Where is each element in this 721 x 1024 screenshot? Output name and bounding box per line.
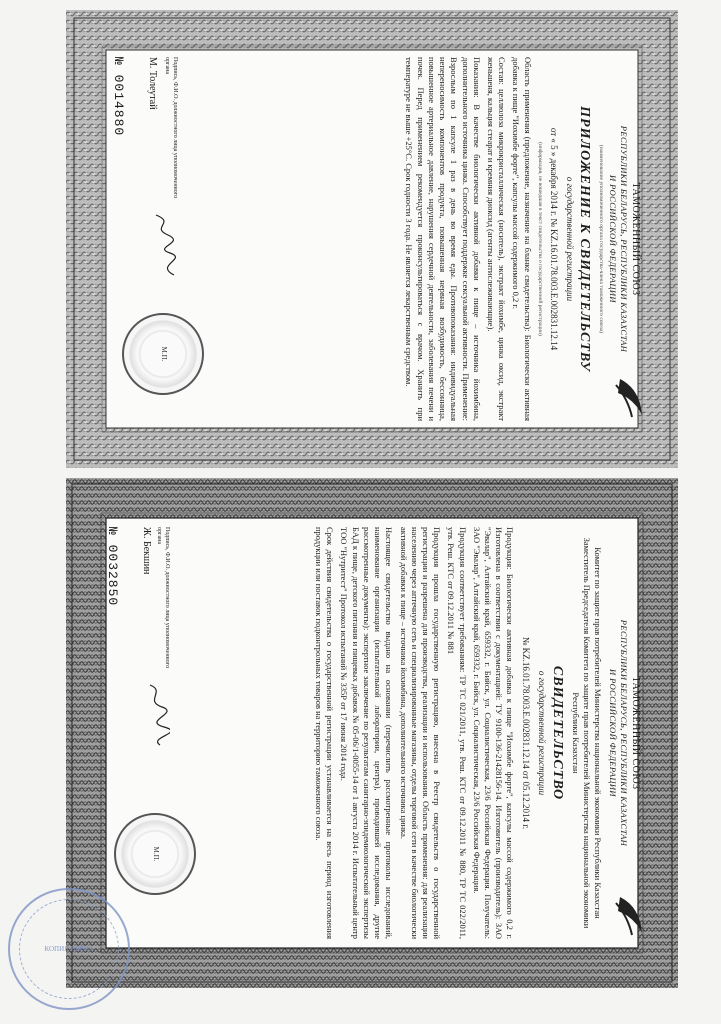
signature bbox=[140, 683, 170, 747]
seal-label: М.П. bbox=[151, 846, 160, 862]
republics-line-2: И РОССИЙСКОЙ ФЕДЕРАЦИИ bbox=[607, 175, 618, 303]
signer-caption: Подпись, Ф.И.О. должностного лица уполномоченного органа bbox=[163, 57, 178, 199]
certificate-body bbox=[313, 527, 516, 939]
seal-label: М.П. bbox=[159, 346, 168, 362]
authority-name: Комитет по защите прав потребителей Министерства национальной экономики Республики Казахстан bbox=[593, 547, 604, 919]
official-seal bbox=[122, 313, 204, 395]
registration-paragraph: Продукция прошла государственную регистрацию, внесена в Реестр свидетельств о государственной регистрации и разрешена для производства, реализации и использования. Область применения: для реализации населению через аптечную сеть и специализированные магазины, отделы торговой сети в качестве биологически активной добавки к пище – источника йохимбина, дополнительного источника цинка. bbox=[398, 527, 443, 939]
signature bbox=[148, 213, 178, 277]
registration-line: № KZ.16.01.78.003.Е.002831.12.14 от 05.12.2014 г. bbox=[521, 636, 532, 830]
union-logo bbox=[612, 375, 646, 421]
appendix-title: ПРИЛОЖЕНИЕ К СВИДЕТЕЛЬСТВУ bbox=[577, 106, 593, 372]
republics-line-1: РЕСПУБЛИКИ БЕЛАРУСЬ, РЕСПУБЛИКИ КАЗАХСТАН bbox=[618, 125, 629, 353]
registration-line: от « 5 » декабря 2014 г. № KZ.16.01.78.003.Е.002831.12.14 bbox=[548, 127, 559, 351]
basis-paragraph: Настоящее свидетельство выдано на основании (перечислить рассмотренные протоколы исследований, наименование организации (испытательной лаборатории, центра), проводившей исследования, другие рассмотренные документы): экспертное заключение по результатам санитарно-эпидемиологической экспертизы БАД к пище, детского питания и пищевых добавок № 05-06/1-0055-14 от 1 августа 2014 г. Испытательный центр ТОО "Нутритест" Протокол испытаний № 335Р от 17 июня 2014 года. bbox=[339, 527, 395, 939]
serial-number: № 0032850 bbox=[105, 527, 121, 607]
deputy-title: Заместитель Председателя Комитета по защите прав потребителей Министерства национальной экономики Республики Казахстан bbox=[570, 537, 593, 929]
official-seal bbox=[114, 813, 196, 895]
union-logo bbox=[612, 893, 646, 939]
certificate-content bbox=[92, 513, 652, 953]
certificate-title: СВИДЕТЕЛЬСТВО bbox=[549, 665, 565, 801]
appendix-subtitle: о государственной регистрации bbox=[564, 176, 575, 302]
blue-stamp bbox=[8, 888, 130, 1010]
validity-paragraph: Срок действия свидетельства о государственной регистрации устанавливается на весь период изготовления продукции или поставок подконтрольных товаров на территорию таможенного союза. bbox=[314, 527, 336, 939]
union-name: ТАМОЖЕННЫЙ СОЮЗ bbox=[630, 182, 641, 296]
republics-line-1: РЕСПУБЛИКИ БЕЛАРУСЬ, РЕСПУБЛИКИ КАЗАХСТАН bbox=[618, 619, 629, 847]
signer-name: М. Толеутай bbox=[147, 57, 159, 110]
certificate-subtitle: о государственной регистрации bbox=[537, 670, 548, 796]
stamp-text: КОПИЯ ВЕРНА bbox=[44, 945, 94, 953]
certificate-main bbox=[66, 478, 678, 988]
product-paragraph: Продукция: Биологически активная добавка к пище "Иохимбе форте", капсулы массой содержимого 0,2 г. Изготовлена в соответствии с документацией: ТУ 9100-136-21428156-14. Изготовитель (производитель): ЗАО "Эвалар", Алтайский край, 659332, г. Бийск, ул. Социалистическая, 23/6 Российская Федерация. Получатель: ЗАО "Эвалар", Алтайский край, 659332, г. Бийск, ул. Социалистическая, 23/6 Российская Федерация. bbox=[471, 527, 516, 939]
info-caption: (информация, не вошедшая в текст свидетельства о государственной регистрации) bbox=[536, 142, 543, 336]
authority-caption: (наименование уполномоченного органа государства-члена таможенного союза) bbox=[598, 144, 605, 334]
certificate-appendix bbox=[66, 10, 678, 468]
signer-name: Ж. Бекшин bbox=[141, 527, 153, 575]
scope-paragraph: Область применения (предложение, назначение на бланке свидетельства): Биологически активная добавка к пище "Иохимбе форте", капсулы массой содержимого 0,2 г. bbox=[511, 57, 533, 421]
indications-paragraph: Показания: В качестве биологически активной добавки к пище – источника йохимбина, дополнительного источника цинка. Способствует поддержке сексуальной активности. Применение: Взрослым по 1 капсуле 1 раз в день во время еды. Противопоказания: индивидуальная непереносимость компонентов продукта, повышенная нервная возбудимость, бессонница, повышенное артериальное давление, нарушения сердечной деятельности, заболевания печени и почек. Перед применением рекомендуется проконсультироваться с врачом. Хранить при температуре не выше +25°С. Срок годности 3 года. Не является лекарственным средством. bbox=[404, 57, 482, 421]
compliance-paragraph: Продукция соответствует требованиям: ТР ТС 021/2011, утв. Реш. КТС от 09.12.2011 № 880, ТР ТС 022/2011, утв. Реш. КТС от 09.12.2011 № 881 bbox=[446, 527, 468, 939]
serial-number: № 0014880 bbox=[111, 57, 127, 137]
republics-line-2: И РОССИЙСКОЙ ФЕДЕРАЦИИ bbox=[607, 669, 618, 797]
signer-caption: Подпись, Ф.И.О. должностного лица уполномоченного органа bbox=[155, 527, 170, 669]
union-name: ТАМОЖЕННЫЙ СОЮЗ bbox=[630, 676, 641, 790]
stamp-inner-ring bbox=[19, 899, 119, 999]
appendix-body bbox=[403, 57, 532, 421]
composition-paragraph: Состав: целлюлоза микрокристаллическая (носитель), экстракт йохимбе, цинка оксид, экстракт женьшеня, кальция стеарат и кремния диоксид (агенты антислеживающие). bbox=[486, 57, 508, 421]
appendix-content bbox=[92, 43, 652, 435]
